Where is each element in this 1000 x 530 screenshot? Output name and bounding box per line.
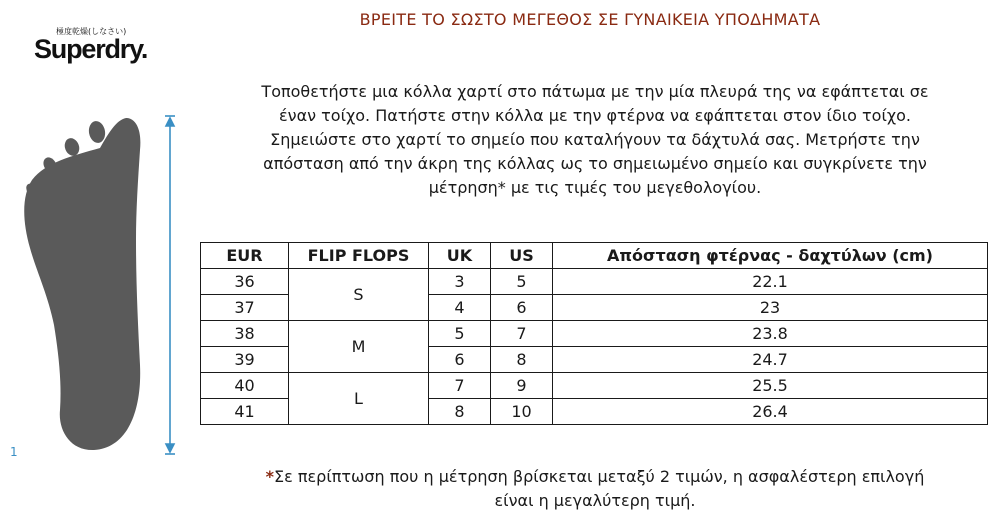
cell-us: 8 (491, 347, 553, 373)
table-row (201, 321, 988, 347)
cell-uk: 4 (429, 295, 491, 321)
footnote-marker: * (265, 467, 275, 486)
footnote-text-1: Σε περίπτωση που η μέτρηση βρίσκεται μεταξύ 2 τιμών, η ασφαλέστερη επιλογή (274, 467, 925, 486)
cell-us: 6 (491, 295, 553, 321)
cell-uk: 8 (429, 399, 491, 425)
cell-eur: 41 (201, 399, 289, 425)
header-flip-flops: FLIP FLOPS (289, 243, 429, 269)
cell-us: 10 (491, 399, 553, 425)
footnote-line-1 (215, 465, 975, 489)
instruction-line: έναν τοίχο. Πατήστε στην κόλλα με την φτέρνα να εφάπτεται στον ίδιο τοίχο. (279, 106, 911, 125)
header-heel-toe-cm: Απόσταση φτέρνας - δαχτύλων (cm) (553, 243, 988, 269)
table-row (201, 373, 988, 399)
page-number: 1 (10, 445, 18, 459)
cell-cm: 22.1 (553, 269, 988, 295)
table-header-row (201, 243, 988, 269)
instruction-line: Σημειώστε στο χαρτί το σημείο που καταλήγουν τα δάχτυλά σας. Μετρήστε την (270, 130, 920, 149)
cell-uk: 3 (429, 269, 491, 295)
cell-us: 5 (491, 269, 553, 295)
header-uk: UK (429, 243, 491, 269)
cell-flip-flops: M (289, 321, 429, 373)
brand-name: Superdry. (34, 34, 148, 64)
cell-cm: 25.5 (553, 373, 988, 399)
cell-cm: 26.4 (553, 399, 988, 425)
table-row (201, 269, 988, 295)
cell-eur: 36 (201, 269, 289, 295)
cell-cm: 23.8 (553, 321, 988, 347)
cell-uk: 5 (429, 321, 491, 347)
header-us: US (491, 243, 553, 269)
instruction-line: Τοποθετήστε μια κόλλα χαρτί στο πάτωμα με την μία πλευρά της να εφάπτεται σε (261, 82, 929, 101)
header-eur: EUR (201, 243, 289, 269)
cell-us: 7 (491, 321, 553, 347)
instruction-line: απόσταση από την άκρη της κόλλας ως το σημειωμένο σημείο και συγκρίνετε την (263, 154, 927, 173)
cell-uk: 7 (429, 373, 491, 399)
cell-eur: 38 (201, 321, 289, 347)
cell-eur: 39 (201, 347, 289, 373)
foot-icon (24, 118, 140, 450)
instruction-line: μέτρηση* με τις τιμές του μεγεθολογίου. (428, 178, 762, 197)
cell-eur: 40 (201, 373, 289, 399)
cell-eur: 37 (201, 295, 289, 321)
cell-uk: 6 (429, 347, 491, 373)
cell-flip-flops: L (289, 373, 429, 425)
page-title: ΒΡΕΙΤΕ ΤΟ ΣΩΣΤΟ ΜΕΓΕΘΟΣ ΣΕ ΓΥΝΑΙΚΕΙΑ ΥΠΟΔΗΜΑΤΑ (359, 10, 821, 29)
footnote-text-2: είναι η μεγαλύτερη τιμή. (494, 491, 696, 510)
cell-cm: 24.7 (553, 347, 988, 373)
footnote (215, 465, 975, 513)
cell-us: 9 (491, 373, 553, 399)
brand-subtitle: 極度乾燥(しなさい) (56, 27, 127, 36)
length-measure-line (165, 116, 175, 454)
instructions (215, 80, 975, 200)
size-table (200, 242, 988, 425)
foot-measure-diagram (12, 110, 182, 460)
cell-cm: 23 (553, 295, 988, 321)
cell-flip-flops: S (289, 269, 429, 321)
